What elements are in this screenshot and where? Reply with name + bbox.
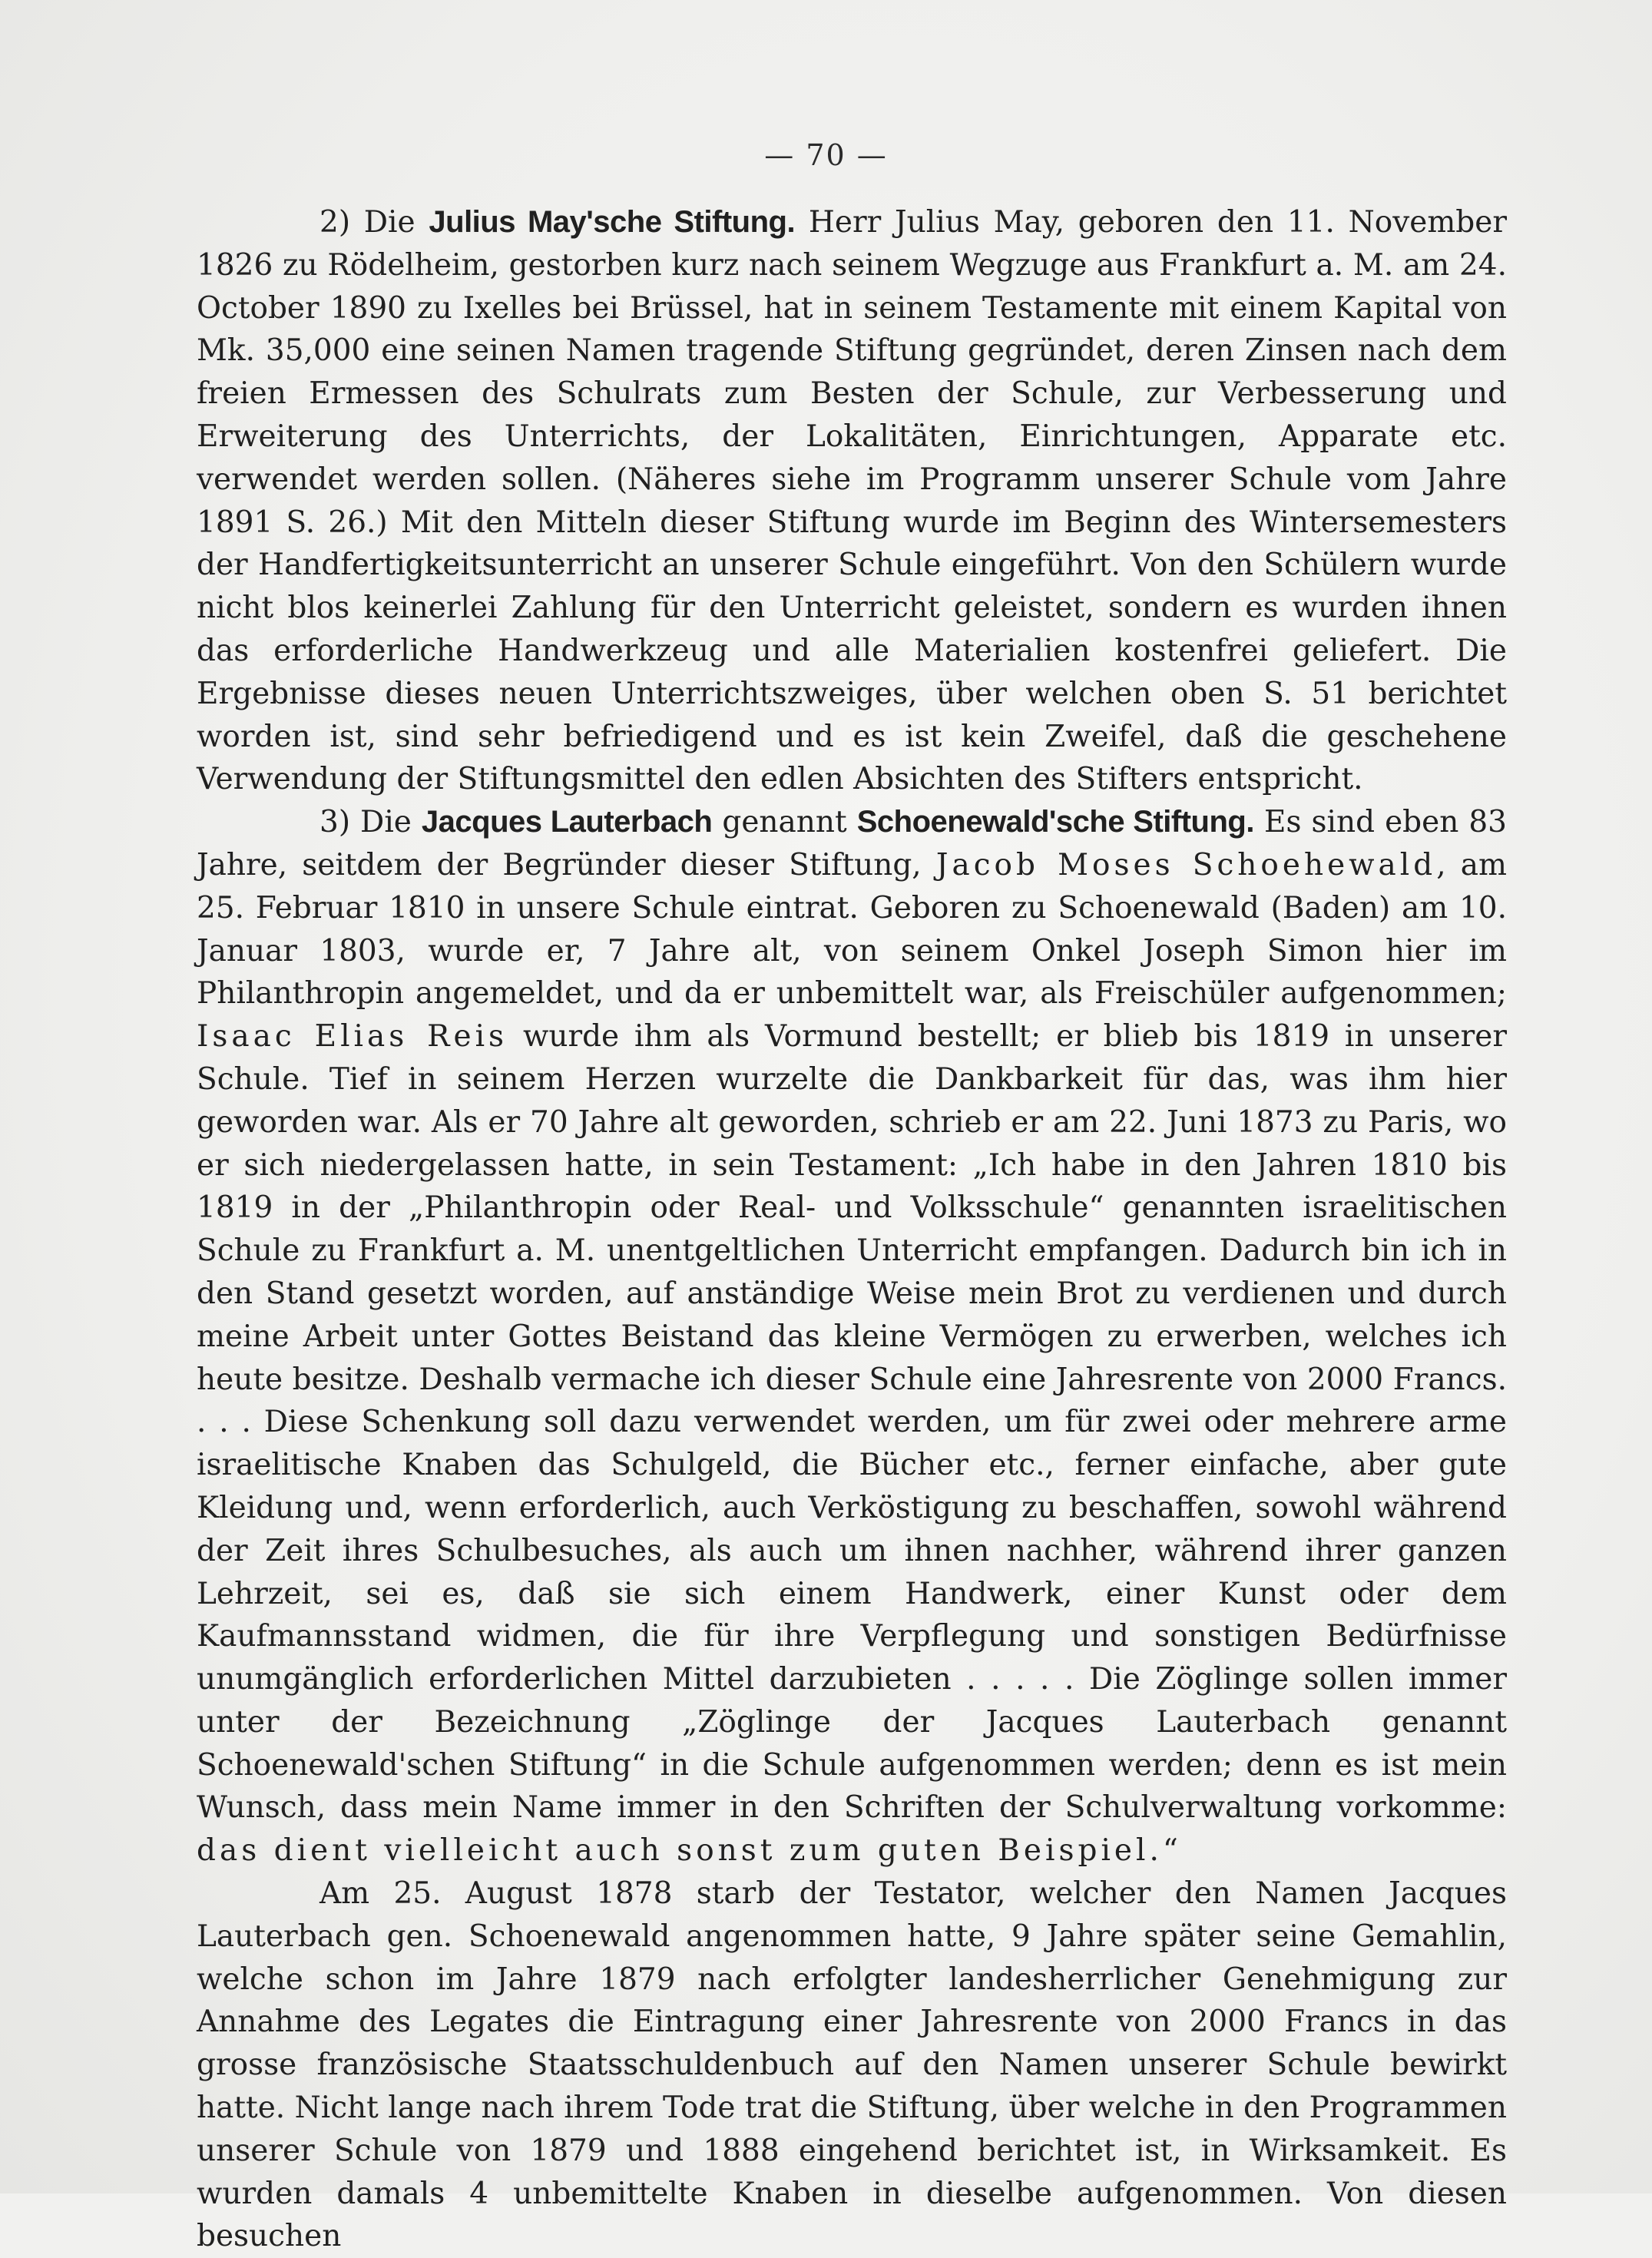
page-number: — 70 — — [764, 138, 888, 172]
closing-paragraph: Am 25. August 1878 starb der Testator, welcher den Namen Jacques Lauterbach gen. Schoenewald angenommen hatte, 9 Jahre später seine Gemahlin, welche schon im Jahre 1879 nach erfolgter landesherrlicher Genehmigung zur Annahme des Legates die Eintragung einer Jahresrente von 2000 Francs in das grosse französische Staatsschuldenbuch auf den Namen unserer Schule bewirkt hatte. Nicht lange nach ihrem Tode trat die Stiftung, über welche in den Programmen unserer Schule von 1879 und 1888 eingehend berichtet ist, in Wirksamkeit. Es wurden damals 4 unbemittelte Knaben in dieselbe aufgenommen. Von diesen besuchen — [197, 1876, 1507, 2254]
section-3-title-part1: Jacques Lauterbach — [421, 805, 713, 839]
section-2-title: Julius May'sche Stiftung. — [429, 205, 796, 239]
section-2-text: Herr Julius May, geboren den 11. November 1826 zu Rödelheim, gestorben kurz nach seinem Wegzuge aus Frankfurt a. M. am 24. October 1890 zu Ixelles bei Brüssel, hat in seinem Testamente mit einem Kapital von Mk. 35,000 eine seinen Namen tragende Stiftung gegründet, deren Zinsen nach dem freien Ermessen des Schulrats zum Besten der Schule, zur Verbesserung und Erweiterung des Unterrichts, der Lokalitäten, Einrichtungen, Apparate etc. verwendet werden sollen. (Näheres siehe im Programm unserer Schule vom Jahre 1891 S. 26.) Mit den Mitteln dieser Stiftung wurde im Beginn des Wintersemesters der Handfertigkeitsunterricht an unserer Schule eingeführt. Von den Schülern wurde nicht blos keinerlei Zahlung für den Unterricht geleistet, sondern es wurden ihnen das erforderliche Handwerkzeug und alle Materialien kostenfrei geliefert. Die Ergebnisse dieses neuen Unterrichtszweiges, über welchen oben S. 51 berichtet worden ist, sind sehr befriedigend und es ist kein Zweifel, daß die geschehene Verwendung der Stiftungsmittel den edlen Absichten des Stifters entspricht. — [197, 205, 1507, 797]
guardian-name: Isaac Elias Reis — [197, 1019, 508, 1055]
section-3-connector: genannt — [722, 805, 847, 840]
section-2-paragraph — [197, 201, 1507, 801]
section-3-paragraph — [197, 801, 1507, 1872]
section-3-text-a: Es sind eben 83 Jahre, seitdem der Begründer dieser Stiftung, — [197, 805, 1507, 882]
section-2-number: 2) Die — [319, 205, 415, 240]
section-3-title-part2: Schoenewald'sche Stiftung. — [856, 805, 1254, 839]
body-text — [197, 201, 1507, 2258]
spaced-quote: das dient vielleicht auch sonst zum guten Beispiel.“ — [197, 1833, 1182, 1869]
section-3-number: 3) Die — [319, 805, 412, 840]
founder-name: Jacob Moses Schoehewald — [935, 847, 1437, 882]
section-3-text-b: , am 25. Februar 1810 in unsere Schule eintrat. Geboren zu Schoenewald (Baden) am 10. Januar 1803, wurde er, 7 Jahre alt, von seinem Onkel Joseph Simon hier im Philanthropin angemeldet, und da er unbemittelt war, als Freischüler aufgenommen; — [197, 847, 1507, 1011]
section-3-text-c: wurde ihm als Vormund bestellt; er blieb bis 1819 in unserer Schule. Tief in seinem Herzen wurzelte die Dankbarkeit für das, was ihm hier geworden war. Als er 70 Jahre alt geworden, schrieb er am 22. Juni 1873 zu Paris, wo er sich niedergelassen hatte, in sein Testament: „Ich habe in den Jahren 1810 bis 1819 in der „Philanthropin oder Real- und Volksschule“ genannten israelitischen Schule zu Frankfurt a. M. unentgeltlichen Unterricht empfangen. Dadurch bin ich in den Stand gesetzt worden, auf anständige Weise mein Brot zu verdienen und durch meine Arbeit unter Gottes Beistand das kleine Vermögen zu erwerben, welches ich heute besitze. Deshalb vermache ich dieser Schule eine Jahresrente von 2000 Francs. . . . Diese Schenkung soll dazu verwendet werden, um für zwei oder mehrere arme israelitische Knaben das Schulgeld, die Bücher etc., ferner einfache, aber gute Kleidung und, wenn erforderlich, auch Verköstigung zu beschaffen, sowohl während der Zeit ihres Schulbesuches, als auch um ihnen nachher, während ihrer ganzen Lehrzeit, sei es, daß sie sich einem Handwerk, einer Kunst oder dem Kaufmannsstand widmen, die für ihre Verpflegung und sonstigen Bedürfnisse unumgänglich erforderlichen Mittel darzubieten . . . . . Die Zöglinge sollen immer unter der Bezeichnung „Zöglinge der Jacques Lauterbach genannt Schoenewald'schen Stiftung“ in die Schule aufgenommen werden; denn es ist mein Wunsch, dass mein Name immer in den Schriften der Schulverwaltung vorkomme: — [197, 1019, 1508, 1826]
